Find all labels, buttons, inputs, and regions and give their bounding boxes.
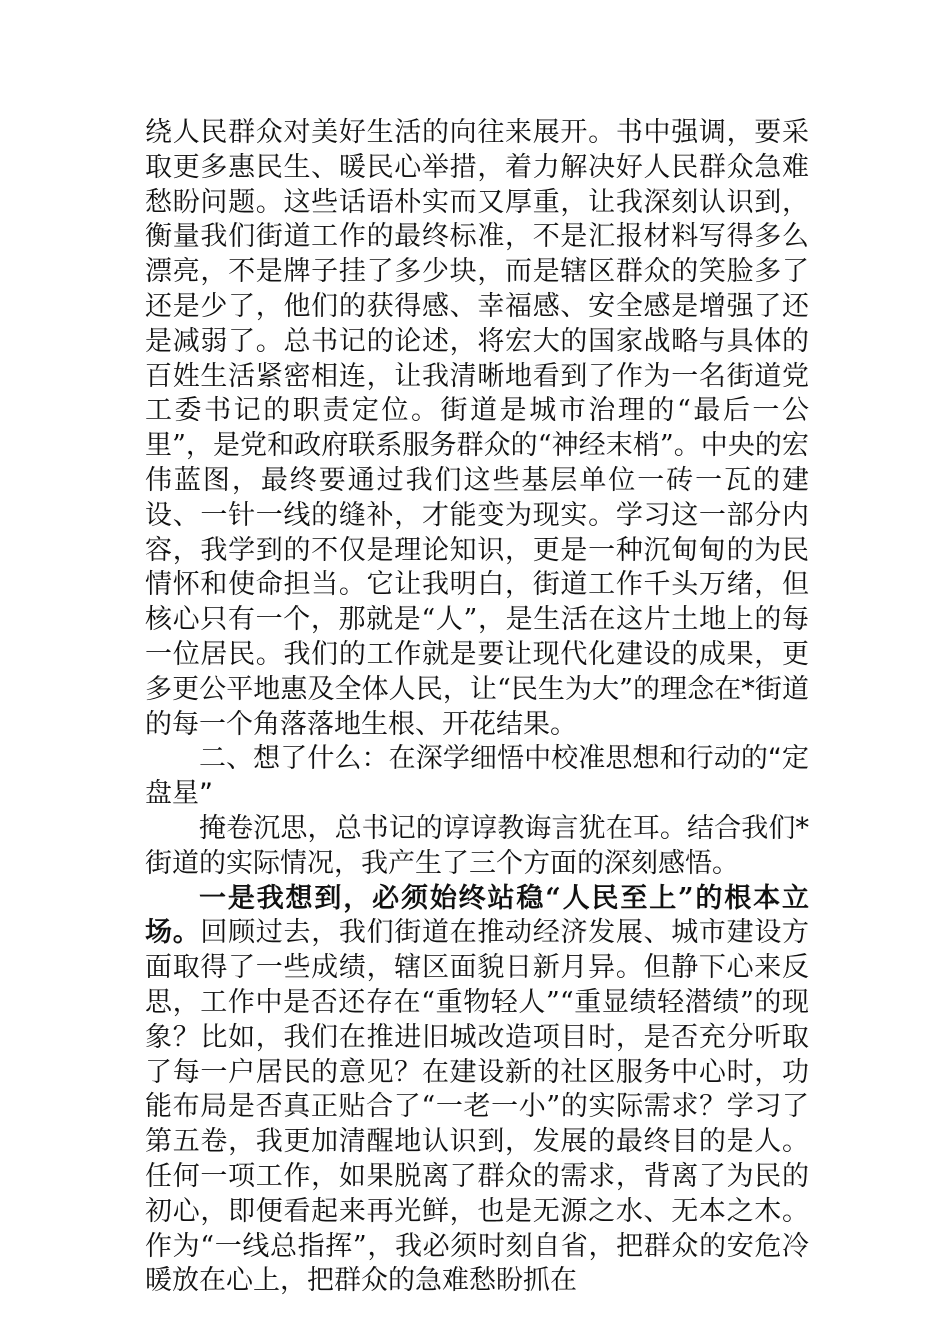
body-paragraph: 掩卷沉思，总书记的谆谆教诲言犹在耳。结合我们*街道的实际情况，我产生了三个方面的深刻感悟。 xyxy=(145,812,809,879)
paragraph-lead: 一是我想到，必须始终站稳“人民至上”的根本立场。 xyxy=(145,882,809,949)
body-paragraph: 绕人民群众对美好生活的向往来展开。书中强调，要采取更多惠民生、暖民心举措，着力解决好人民群众急难愁盼问题。这些话语朴实而又厚重，让我深刻认识到，衡量我们街道工作的最终标准，不是汇报材料写得多么漂亮，不是牌子挂了多少块，而是辖区群众的笑脸多了还是少了，他们的获得感、幸福感、安全感是增强了还是减弱了。总书记的论述，将宏大的国家战略与具体的百姓生活紧密相连，让我清晰地看到了作为一名街道党工委书记的职责定位。街道是城市治理的“最后一公里”，是党和政府联系服务群众的“神经末梢”。中央的宏伟蓝图，最终要通过我们这些基层单位一砖一瓦的建设、一针一线的缝补，才能变为现实。学习这一部分内容，我学到的不仅是理论知识，更是一种沉甸甸的为民情怀和使命担当。它让我明白，街道工作千头万绪，但核心只有一个，那就是“人”，是生活在这片土地上的每一位居民。我们的工作就是要让现代化建设的成果，更多更公平地惠及全体人民，让“民生为大”的理念在*街道的每一个角落落地生根、开花结果。 xyxy=(145,117,809,740)
paragraph-body: 回顾过去，我们街道在推动经济发展、城市建设方面取得了一些成绩，辖区面貌日新月异。但静下心来反思，工作中是否还存在“重物轻人”“重显绩轻潜绩”的现象？比如，我们在推进旧城改造项目时，是否充分听取了每一户居民的意见？在建设新的社区服务中心时，功能布局是否真正贴合了“一老一小”的实际需求？学习了第五卷，我更加清醒地认识到，发展的最终目的是人。任何一项工作，如果脱离了群众的需求，背离了为民的初心，即便看起来再光鲜，也是无源之水、无本之木。作为“一线总指挥”，我必须时刻自省，把群众的安危冷暖放在心上，把群众的急难愁盼抓在 xyxy=(145,917,810,1297)
body-paragraph xyxy=(145,882,809,1300)
section-heading: 二、想了什么：在深学细悟中校准思想和行动的“定盘星” xyxy=(145,743,809,810)
document-page xyxy=(145,116,809,1299)
